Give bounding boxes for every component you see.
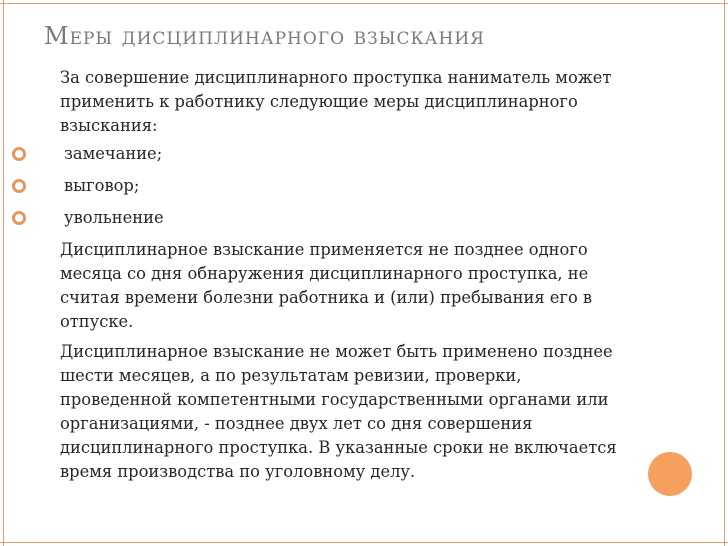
decorative-circle (648, 452, 692, 496)
frame-line-bottom (0, 542, 728, 543)
slide-title: Меры дисциплинарного взыскания (44, 22, 485, 50)
frame-line-right (724, 0, 725, 546)
ring-bullet-icon (12, 211, 26, 225)
bullet-text: замечание; (64, 144, 163, 163)
frame-line-top (0, 3, 728, 4)
intro-paragraph: За совершение дисциплинарного проступка наниматель может применить к работнику следующие меры дисциплинарного взыскания: (60, 68, 612, 135)
bullet-item (64, 206, 640, 230)
limitation-paragraph: Дисциплинарное взыскание не может быть применено позднее шести месяцев, а по результатам ревизии, проверки, проведенной компетентными государственными органами или организациями, - позднее двух лет со дня совершения дисциплинарного проступка. В указанные сроки не включается время производства по уголовному делу. (60, 342, 617, 481)
bullet-item (64, 142, 640, 166)
slide-content (0, 66, 640, 490)
ring-bullet-icon (12, 147, 26, 161)
ring-bullet-icon (12, 179, 26, 193)
bullet-text: увольнение (64, 208, 164, 227)
bullet-text: выговор; (64, 176, 140, 195)
bullet-item (64, 174, 640, 198)
deadline-paragraph: Дисциплинарное взыскание применяется не позднее одного месяца со дня обнаружения дисциплинарного проступка, не считая времени болезни работника и (или) пребывания его в отпуске. (60, 240, 593, 331)
